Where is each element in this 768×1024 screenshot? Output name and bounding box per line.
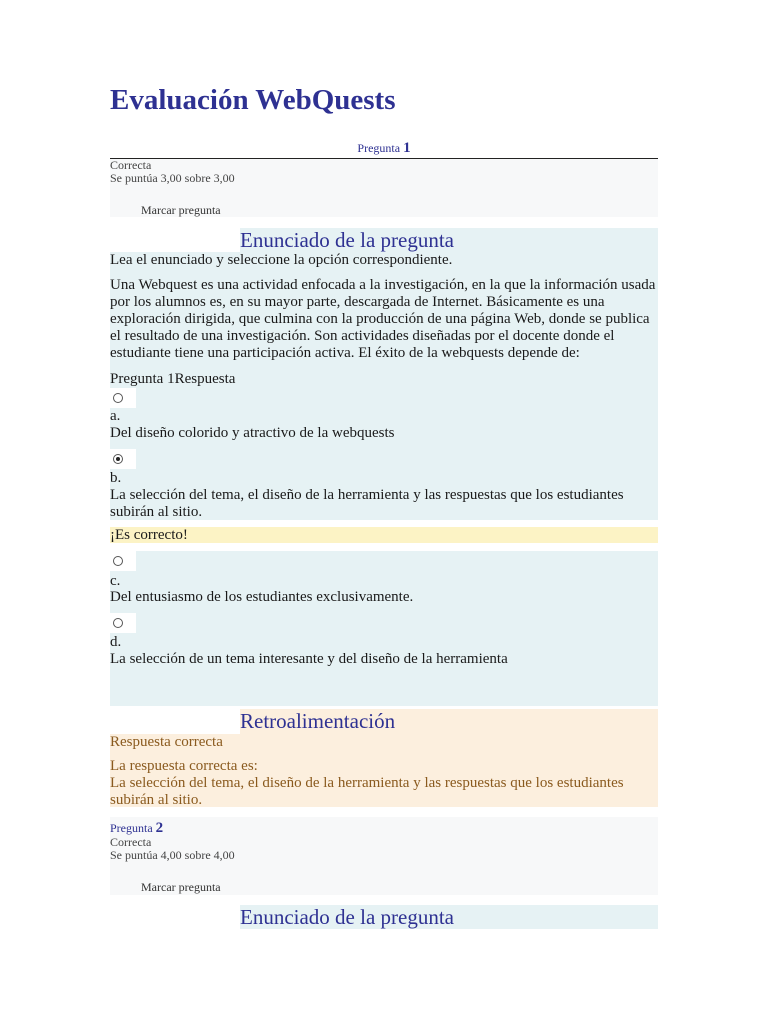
radio-button-icon — [113, 618, 123, 628]
question-1-body-continued — [110, 551, 658, 706]
question-1-info — [110, 159, 658, 217]
question-label: Pregunta — [357, 141, 401, 155]
question-instruction: Lea el enunciado y seleccione la opción correspondiente. — [110, 252, 453, 268]
answer-label: Pregunta 1Respuesta — [110, 371, 236, 387]
question-status: Correcta — [110, 835, 152, 849]
flag-question-link[interactable]: Marcar pregunta — [141, 880, 221, 894]
option-b-letter: b. — [110, 470, 122, 486]
option-d-text[interactable]: La selección de un tema interesante y del diseño de la herramienta — [110, 651, 508, 667]
option-a-letter: a. — [110, 408, 121, 424]
question-label: Pregunta — [110, 821, 153, 835]
feedback-title: Respuesta correcta — [110, 734, 223, 750]
question-1-header — [110, 140, 658, 159]
radio-button-icon — [113, 556, 123, 566]
question-status: Correcta — [110, 158, 152, 172]
feedback-heading: Retroalimentación — [240, 709, 658, 734]
option-c-letter: c. — [110, 573, 121, 589]
question-number: 1 — [403, 140, 411, 156]
radio-button-checked-icon — [113, 454, 123, 464]
question-1-body — [110, 252, 658, 520]
question-number: 2 — [155, 820, 164, 836]
question-2-info — [110, 835, 658, 894]
feedback-intro: La respuesta correcta es: — [110, 758, 258, 774]
question-score: Se puntúa 4,00 sobre 4,00 — [110, 848, 235, 862]
statement-heading: Enunciado de la pregunta — [240, 228, 658, 252]
flag-question-link[interactable]: Marcar pregunta — [141, 203, 221, 217]
option-a-radio[interactable] — [110, 388, 136, 408]
radio-button-icon — [113, 393, 123, 403]
option-c-text[interactable]: Del entusiasmo de los estudiantes exclusivamente. — [110, 589, 414, 605]
feedback-box — [110, 734, 658, 807]
option-a-text[interactable]: Del diseño colorido y atractivo de la webquests — [110, 425, 395, 441]
option-b-text[interactable]: La selección del tema, el diseño de la herramienta y las respuestas que los estudiantes subirán al sitio. — [110, 487, 624, 520]
option-d-radio[interactable] — [110, 613, 136, 633]
option-c-radio[interactable] — [110, 551, 136, 571]
option-d-letter: d. — [110, 634, 122, 650]
question-score: Se puntúa 3,00 sobre 3,00 — [110, 171, 235, 185]
correct-message: ¡Es correcto! — [110, 527, 658, 543]
page-title: Evaluación WebQuests — [110, 84, 396, 116]
statement-heading-2: Enunciado de la pregunta — [240, 905, 658, 929]
question-text: Una Webquest es una actividad enfocada a la investigación, en la que la información usada por los alumnos es, en su mayor parte, descargada de Internet. Básicamente es una exploración dirigida, que culmina con la producción de una página Web, donde se publica el resultado de una investigación. Son actividades diseñadas por el docente donde el estudiante tiene una participación activa. El éxito de la webquests depende de: — [110, 277, 656, 361]
feedback-answer: La selección del tema, el diseño de la herramienta y las respuestas que los estudiantes subirán al sitio. — [110, 775, 624, 808]
option-b-radio[interactable] — [110, 449, 136, 469]
